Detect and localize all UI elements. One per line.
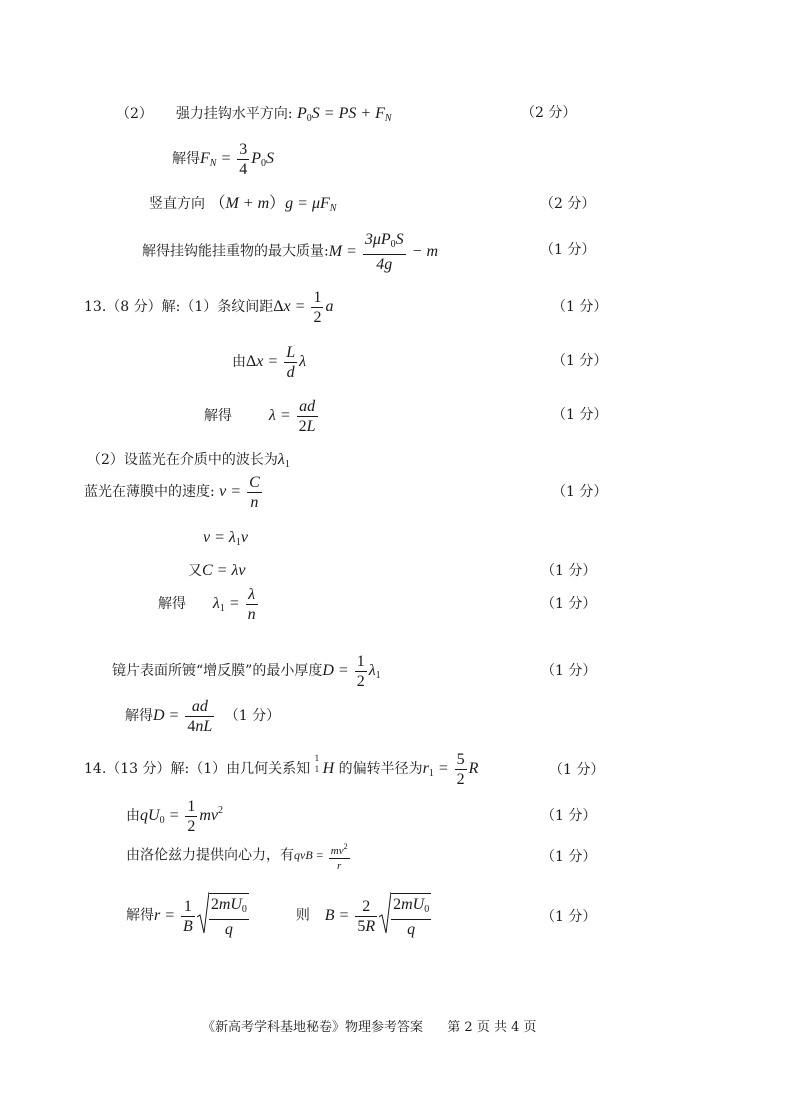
horizontal-text: 强力挂钩水平方向:: [175, 106, 293, 122]
equation-d-min: D = $\frac{1}{2}$ λ1: [322, 653, 381, 690]
p13-by-line: [232, 343, 306, 382]
solve-text: 解得: [204, 408, 232, 425]
footer-title: 《新高考学科基地秘卷》物理参考答案: [202, 1020, 424, 1035]
score-p14-1: （1 分）: [549, 762, 605, 778]
equation-speed: v = $\frac{C}{n}$: [219, 474, 260, 511]
p14-solve-line: [126, 893, 433, 939]
footer: [202, 1016, 537, 1035]
sqrt-radical: $\frac{2mU0}{q}$: [197, 893, 251, 939]
score-p13-7: （1 分）: [541, 663, 597, 679]
equation-d: D = $\frac{ad}{4nL}$: [153, 698, 213, 735]
score-p12-h: （2 分）: [521, 105, 577, 121]
equation-c-lambda: C = λν: [202, 562, 246, 579]
score-p13-6: （1 分）: [541, 596, 597, 612]
score-p13-5: （1 分）: [541, 563, 597, 579]
solve-mass-text: 解得挂钩能挂重物的最大质量:: [142, 243, 329, 260]
score-p14-4: （1 分）: [541, 909, 597, 925]
p12-mass-line: [142, 230, 438, 274]
speed-text: 蓝光在薄膜中的速度:: [84, 484, 215, 501]
equation-energy: qU0 = $\frac{1}{2}$ $mv^2$: [140, 798, 224, 835]
by-text: 由: [126, 808, 140, 825]
score-p13-3: （1 分）: [552, 407, 608, 423]
p12-horizontal-line: [116, 106, 392, 124]
p12-vertical-line: [149, 196, 336, 214]
p14-header: 14.（13 分）解:（1）由几何关系知: [84, 761, 311, 778]
score-p14-3: （1 分）: [541, 849, 597, 865]
also-text: 又: [188, 563, 202, 579]
score-p12-v: （2 分）: [540, 196, 596, 212]
solve3-text: 解得: [125, 708, 153, 725]
vertical-text: 竖直方向: [149, 196, 205, 212]
by-text: 由: [232, 354, 246, 371]
equation-fn: $F_N$ = $\frac{3}{4}$ P0S: [200, 141, 275, 178]
p13-v-lambda1-line: [203, 530, 248, 548]
p13-solve2-line: [158, 585, 260, 624]
equation-lambda: λ = $\frac{ad}{2L}$: [268, 398, 316, 435]
sqrt-radical: $\frac{2mU0}{q}$: [379, 893, 433, 939]
page-number: 第 2 页 共 4 页: [447, 1020, 537, 1035]
lorentz-text: 由洛伦兹力提供向心力，有: [126, 847, 294, 864]
then-text: 则: [295, 907, 310, 924]
p12-solve-fn: [172, 140, 274, 179]
score-inline: （1 分）: [224, 708, 281, 725]
equation-fringe-spacing: Δx = $\frac{1}{2}$ a: [273, 289, 334, 326]
p14-header-line: [84, 750, 478, 789]
p13-speed-line: [84, 473, 264, 512]
p13-header-line: [84, 288, 333, 327]
equation-b: B = $\frac{2}{5R}$ $\frac{2mU0}{q}$: [325, 907, 433, 924]
score-p12-m: （1 分）: [540, 242, 596, 258]
min-thickness-text: 镜片表面所镀“增反膜”的最小厚度: [112, 663, 323, 680]
equation-r1: r1 = $\frac{5}{2}$ R: [422, 751, 479, 788]
equation-force-balance: P0S = PS + $F_N$: [297, 105, 392, 124]
equation-r: r = $\frac{1}{B}$ $\frac{2mU0}{q}$: [154, 907, 251, 924]
solve2-text: 解得: [158, 596, 186, 613]
radius-text: 的偏转半径为: [338, 761, 423, 778]
score-p13-4: （1 分）: [552, 484, 608, 500]
nuclide-hydrogen: 1 1 H: [314, 753, 335, 778]
p13-solve-line: [204, 397, 320, 436]
symbol-lambda1: λ1: [277, 451, 290, 470]
equation-vertical: $(M + m)g = \mu F_N$: [209, 195, 337, 214]
score-p14-2: （1 分）: [541, 808, 597, 824]
p13-header: 13.（8 分）解:（1）条纹间距: [84, 299, 274, 316]
equation-lambda1: λ1 = $\frac{\lambda}{n}$: [212, 586, 256, 623]
p14-lorentz-line: [126, 840, 352, 873]
equation-lorentz: qvB = $\frac{mv^2}{r}$: [294, 842, 348, 872]
equation-delta-x: Δx = $\frac{L}{d}$ λ: [246, 344, 307, 381]
p13-also-line: [188, 563, 246, 579]
score-p13-2: （1 分）: [552, 353, 608, 369]
p13-min-thickness-line: [112, 652, 381, 691]
score-p13-1: （1 分）: [552, 299, 608, 315]
p13-solve3-line: [125, 697, 280, 736]
equation-mass: M = $\frac{3\mu P0S}{4g}$ − m: [328, 231, 439, 273]
solve-text: 解得: [126, 907, 154, 924]
part-label: （2）: [116, 106, 153, 122]
part2-text: （2）设蓝光在介质中的波长为: [87, 452, 278, 468]
p14-by-line: [126, 797, 223, 836]
p13-part2-line: [87, 452, 290, 470]
solve-text: 解得: [172, 151, 200, 168]
equation-v-lambda1: v = λ1ν: [203, 529, 248, 548]
